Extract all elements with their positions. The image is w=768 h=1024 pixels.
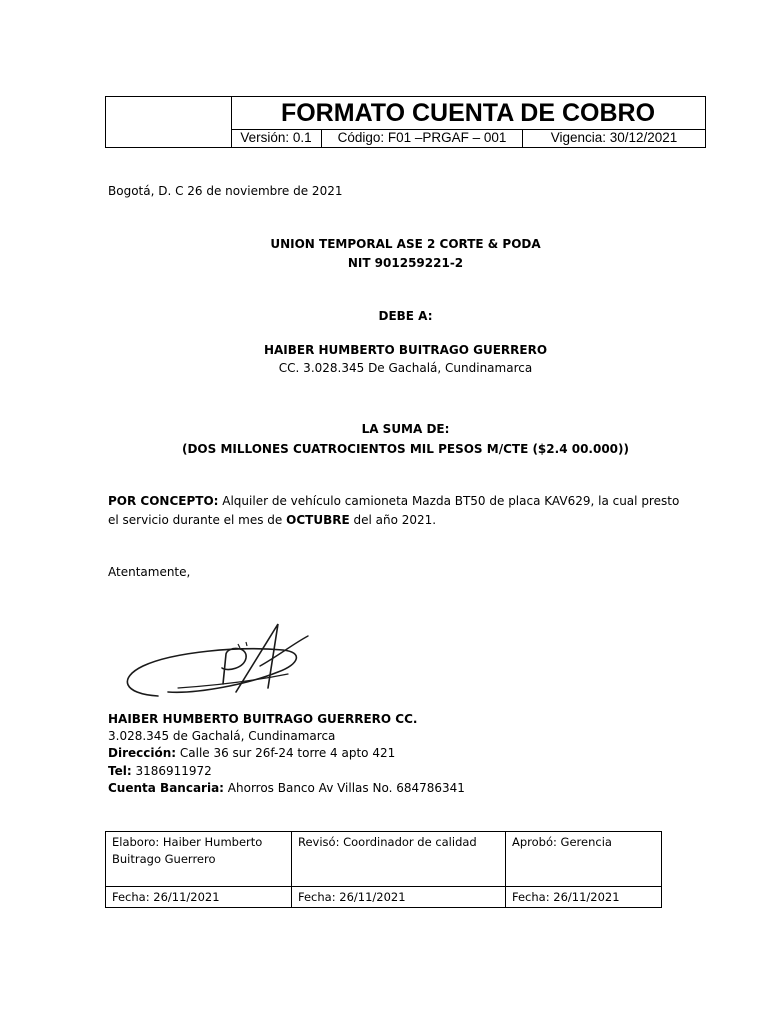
- account-label: Cuenta Bancaria:: [108, 781, 224, 795]
- debtor-nit: NIT 901259221-2: [347, 256, 464, 270]
- sum-label: LA SUMA DE:: [361, 422, 450, 436]
- signer-address: [108, 744, 395, 762]
- approved-date-cell: Fecha: 26/11/2021: [505, 886, 661, 907]
- concept-text-3: del año 2021.: [349, 513, 437, 527]
- phone-value: 3186911972: [131, 764, 212, 778]
- debtor-name: UNION TEMPORAL ASE 2 CORTE & PODA: [270, 237, 541, 251]
- document-title: FORMATO CUENTA DE COBRO: [231, 97, 705, 130]
- validity-cell: Vigencia: 30/12/2021: [550, 130, 678, 145]
- creditor-id: CC. 3.028.345 De Gachalá, Cundinamarca: [278, 361, 533, 375]
- address-value: Calle 36 sur 26f-24 torre 4 apto 421: [176, 746, 396, 760]
- owes-to-label: DEBE A:: [378, 309, 433, 323]
- prepared-date-cell: Fecha: 26/11/2021: [106, 886, 291, 907]
- approved-by-cell: Aprobó: Gerencia: [505, 832, 661, 886]
- signer-name: HAIBER HUMBERTO BUITRAGO GUERRERO CC.: [108, 712, 418, 726]
- logo-cell: [106, 97, 232, 147]
- prepared-by-cell: Elaboro: Haiber Humberto Buitrago Guerrero: [112, 835, 263, 866]
- closing-text: Atentamente,: [108, 565, 191, 579]
- reviewed-date-cell: Fecha: 26/11/2021: [291, 886, 505, 907]
- handwritten-signature: [118, 616, 318, 706]
- approval-table: [105, 831, 662, 908]
- concept-label: POR CONCEPTO:: [108, 494, 219, 508]
- concept-text-1: Alquiler de vehículo camioneta Mazda BT50 de placa KAV629, la cual presto: [218, 494, 680, 508]
- creditor-name: HAIBER HUMBERTO BUITRAGO GUERRERO: [263, 343, 548, 357]
- header-table: [105, 96, 706, 148]
- reviewed-by-cell: Revisó: Coordinador de calidad: [291, 832, 505, 886]
- version-cell: Versión: 0.1: [231, 129, 322, 147]
- signer-id: 3.028.345 de Gachalá, Cundinamarca: [108, 729, 336, 743]
- concept-text-2: el servicio durante el mes de: [108, 513, 287, 527]
- concept-line-1: [108, 492, 679, 510]
- address-label: Dirección:: [108, 746, 177, 760]
- sum-amount: (DOS MILLONES CUATROCIENTOS MIL PESOS M/CTE ($2.4 00.000)): [181, 442, 629, 456]
- signer-account: [108, 779, 465, 797]
- signer-phone: [108, 762, 212, 780]
- concept-line-2: [108, 511, 436, 529]
- concept-month: OCTUBRE: [286, 513, 350, 527]
- date-line: Bogotá, D. C 26 de noviembre de 2021: [108, 184, 343, 198]
- phone-label: Tel:: [108, 764, 132, 778]
- code-cell: Código: F01 –PRGAF – 001: [322, 129, 523, 147]
- account-value: Ahorros Banco Av Villas No. 684786341: [223, 781, 465, 795]
